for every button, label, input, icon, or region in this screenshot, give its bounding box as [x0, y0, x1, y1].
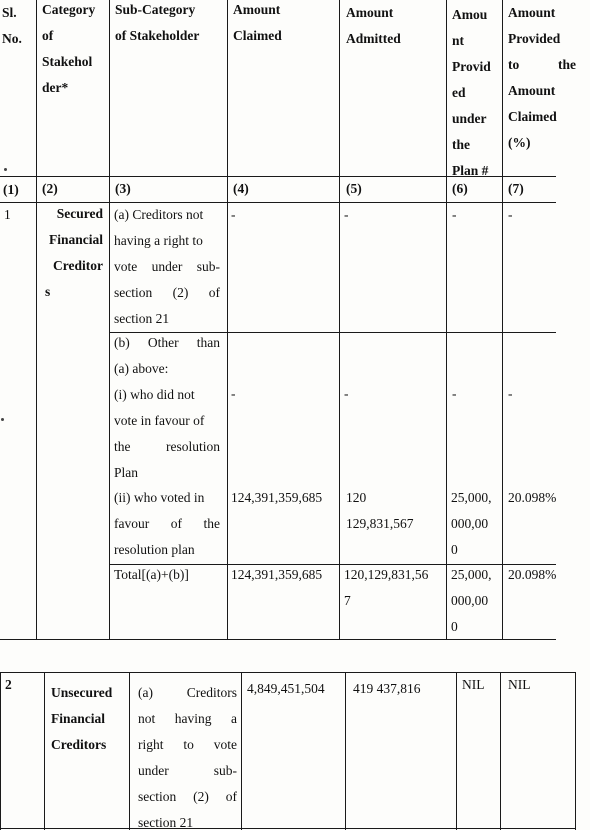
scan-mark [4, 168, 7, 171]
row1-sub-bii-pct: 20.098% [508, 490, 557, 505]
row1-sub-a-provided: - [452, 207, 457, 222]
table1-rule [227, 0, 228, 639]
table2-rule [129, 672, 130, 830]
row2-amount-provided-plan: NIL [462, 677, 485, 692]
table2-rule [0, 828, 576, 829]
row1-total-admitted: 120,129,831,56 7 [344, 567, 429, 608]
row1-sub-a: (a) Creditors not having a right to vote under sub- section (2) of section 21 [114, 207, 220, 326]
header-amount-admitted: Amount Admitted [346, 5, 401, 46]
row1-sub-bii-provided: 25,000, 000,00 0 [451, 490, 492, 557]
table1-rule [109, 0, 110, 639]
row1-sub-bii-admitted: 120 129,831,567 [346, 490, 414, 531]
row2-sl-no: 2 [5, 677, 12, 692]
table2-rule [456, 672, 457, 830]
scan-mark [1, 418, 4, 421]
column-number: (6) [452, 181, 468, 196]
column-number: (5) [346, 181, 362, 196]
table2-rule [0, 672, 1, 830]
row1-sub-a-claimed: - [231, 207, 236, 222]
table2-rule [500, 672, 501, 830]
row1-total-provided: 25,000, 000,00 0 [451, 567, 492, 634]
table2-rule [345, 672, 346, 830]
row1-sub-a-admitted: - [344, 207, 349, 222]
row1-sl-no: 1 [4, 207, 11, 222]
row1-sub-bi-provided: - [452, 386, 457, 401]
row2-category: Unsecured Financial Creditors [51, 685, 113, 752]
row1-sub-bi-claimed: - [231, 386, 236, 401]
row1-sub-bi-pct: - [508, 386, 513, 401]
row2-amount-provided-pct: NIL [508, 677, 531, 692]
row1-category: Secured Financial Creditor s [45, 206, 103, 299]
header-amount-provided-pct: Amount Provided to the Amount Claimed (%) [508, 5, 576, 150]
row1-total-pct: 20.098% [508, 567, 557, 582]
row1-total-label: Total[(a)+(b)] [114, 567, 189, 582]
row2-amount-admitted: 419 437,816 [353, 681, 421, 696]
table1-rule [36, 0, 37, 639]
table2-rule [44, 672, 45, 830]
column-number: (2) [42, 181, 58, 196]
header-sl-no: Sl. No. [2, 5, 22, 46]
header-sub-category: Sub-Category of Stakeholder [115, 2, 200, 43]
row1-sub-bi-admitted: - [344, 386, 349, 401]
column-number: (3) [115, 181, 131, 196]
row1-sub-b: (b) Other than (a) above: (i) who did not vote in favour of the resolution Plan [114, 335, 220, 480]
table1-rule [446, 0, 447, 639]
header-amount-provided-plan: Amou nt Provid ed under the Plan # [452, 7, 491, 178]
header-category: Category of Stakehol der* [42, 2, 96, 95]
table2-rule [241, 672, 242, 830]
table1-rule [502, 0, 503, 639]
column-number: (4) [233, 181, 249, 196]
column-number: (1) [3, 182, 19, 197]
row2-sub-a: (a) Creditors not having a right to vote under sub- section (2) of section 21 [138, 685, 237, 830]
row1-sub-bii: (ii) who voted in favour of the resolution plan [114, 490, 220, 557]
row1-total-claimed: 124,391,359,685 [231, 567, 323, 582]
row2-amount-claimed: 4,849,451,504 [247, 681, 325, 696]
table2-rule [0, 672, 576, 673]
row1-sub-bii-claimed: 124,391,359,685 [231, 490, 323, 505]
table1-rule [339, 0, 340, 639]
header-amount-claimed: Amount Claimed [233, 2, 282, 43]
table2-rule [575, 672, 576, 830]
row1-sub-a-pct: - [508, 207, 513, 222]
column-number: (7) [508, 181, 524, 196]
